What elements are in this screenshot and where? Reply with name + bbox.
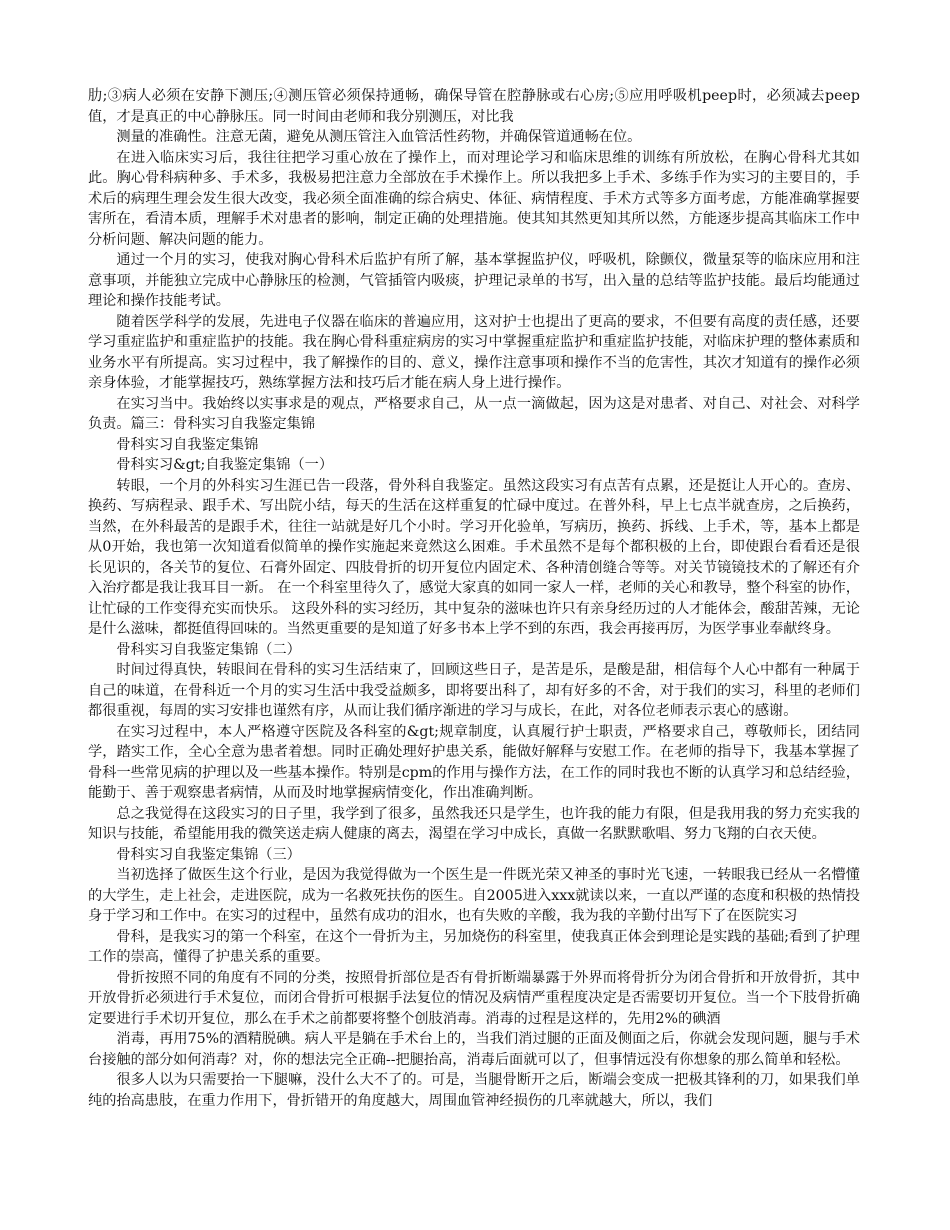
paragraph: 在实习过程中，本人严格遵守医院及各科室的&gt;规章制度，认真履行护士职责，严格要求自己，尊敬师长，团结同学，踏实工作，全心全意为患者着想。同时正确处理好护患关系，能做好解释与安慰工作。在老师的指导下，我基本掌握了骨科一些常见病的护理以及一些基本操作。特别是cpm的作用与操作方法，在工作的同时我也不断的认真学习和总结经验，能勤于、善于观察患者病情，从而及时地掌握病情变化，作出准确判断。 [88,723,860,801]
document-page [88,86,860,1111]
paragraph: 消毒，再用75%的酒精脱碘。病人平是躺在手术台上的，当我们消过腿的正面及侧面之后，你就会发现问题，腿与手术台接触的部分如何消毒？对，你的想法完全正确--把腿抬高，消毒后面就可以了，但事情远没有你想象的那么简单和轻松。 [88,1031,860,1068]
section-heading: 骨科实习自我鉴定集锦（二） [116,641,301,658]
paragraph: 在进入临床实习后，我往往把学习重心放在了操作上，而对理论学习和临床思维的训练有所放松，在胸心骨科尤其如此。胸心骨科病种多、手术多，我极易把注意力全部放在手术操作上。所以我把多上手术、多练手作为实习的主要目的，手术后的病理生理会发生很大改变，我必须全面准确的综合病史、体征、病情程度、手术方式等多方面考虑，方能准确掌握要害所在，看清本质，理解手术对患者的影响，制定正确的处理措施。使其知其然更知其所以然，方能逐步提高其临床工作中分析问题、解决问题的能力。 [88,149,860,248]
paragraph: 随着医学科学的发展，先进电子仪器在临床的普遍应用，这对护士也提出了更高的要求，不但要有高度的责任感，还要学习重症监护和重症监护的技能。我在胸心骨科重症病房的实习中掌握重症监护和重症监护技能，对临床护理的整体素质和业务水平有所提高。实习过程中，我了解操作的目的、意义，操作注意事项和操作不当的危害性，其次才知道有的操作必须亲身体验，才能掌握技巧，熟练掌握方法和技巧后才能在病人身上进行操作。 [88,313,860,391]
paragraph: 时间过得真快，转眼间在骨科的实习生活结束了，回顾这些日子，是苦是乐，是酸是甜，相信每个人心中都有一种属于自己的味道，在骨科近一个月的实习生活中我受益颇多，即将要出科了，却有好多的不舍，对于我们的实习，科里的老师们都很重视，每周的实习安排也谨然有序，从而让我们循序渐进的学习与成长，在此，对各位老师表示衷心的感谢。 [88,662,860,719]
section-heading: 骨科实习&gt;自我鉴定集锦（一） [116,457,334,473]
paragraph: 骨折按照不同的角度有不同的分类，按照骨折部位是否有骨折断端暴露于外界而将骨折分为闭合骨折和开放骨折，其中开放骨折必须进行手术复位，而闭合骨折可根据手法复位的情况及病情严重程度决定是否需要切开复位。当一个下肢骨折确定要进行手术切开复位，那么在手术之前都要将整个创肢消毒。消毒的过程是这样的，先用2%的碘酒 [88,969,860,1027]
paragraph: 很多人以为只需要抬一下腿嘛，没什么大不了的。可是，当腿骨断开之后，断端会变成一把极其锋利的刀，如果我们单纯的抬高患肢，在重力作用下，骨折错开的角度越大，周围血管神经损伤的几率就越大，所以，我们 [88,1072,860,1109]
paragraph: 通过一个月的实习，使我对胸心骨科术后监护有所了解，基本掌握监护仪，呼吸机，除颤仪，微量泵等的临床应用和注意事项，并能独立完成中心静脉压的检测，气管插管内吸痰，护理记录单的书写，出入量的总结等监护技能。最后均能通过理论和操作技能考试。 [88,252,860,309]
paragraph: 在实习当中。我始终以实事求是的观点，严格要求自己，从一点一滴做起，因为这是对患者、对自己、对社会、对科学负责。篇三：骨科实习自我鉴定集锦 [88,395,860,432]
paragraph: 测量的准确性。注意无菌，避免从测压管注入血管活性药物，并确保管道通畅在位。 [116,129,642,145]
paragraph: 转眼，一个月的外科实习生涯已告一段落，骨外科自我鉴定。虽然这段实习有点苦有点累，还是挺让人开心的。查房、换药、写病程录、跟手术、写出院小结，每天的生活在这样重复的忙碌中度过。在普外科，早上七点半就查房，之后换药，当然，在外科最苦的是跟手术，往往一站就是好几个小时。学习开化验单，写病历，换药、拆线、上手术，等，基本上都是从0开始，我也第一次知道看似简单的操作实施起来竟然这么困难。手术虽然不是每个都积极的上台，即使跟台看看还是很长见识的，各关节的复位、石膏外固定、四肢骨折的切开复位内固定术、各种清创缝合等等。对关节镜镜技术的了解还有介入治疗都是我让我耳目一新。 在一个科室里待久了，感觉大家真的如同一家人一样，老师的关心和教导，整个科室的协作，让忙碌的工作变得充实而快乐。 这段外科的实习经历，其中复杂的滋味也许只有亲身经历过的人才能体会，酸甜苦辣，无论是什么滋味，都挺值得回味的。当然更重要的是知道了好多书本上学不到的东西，我会再接再厉，为医学事业奉献终身。 [88,477,860,637]
paragraph: 总之我觉得在这段实习的日子里，我学到了很多，虽然我还只是学生，也许我的能力有限，但是我用我的努力充实我的知识与技能，希望能用我的微笑送走病人健康的离去，渴望在学习中成长，真做一名默默歌唱、努力飞翔的白衣天使。 [88,805,860,842]
paragraph: 当初选择了做医生这个行业，是因为我觉得做为一个医生是一件既光荣又神圣的事时光飞速，一转眼我已经从一名懵懂的大学生，走上社会，走进医院，成为一名救死扶伤的医生。自2005进入xxx就读以来，一直以严谨的态度和积极的热情投身于学习和工作中。在实习的过程中，虽然有成功的泪水，也有失败的辛酸，我为我的辛勤付出写下了在医院实习 [88,867,860,924]
paragraph: 肋;③病人必须在安静下测压;④测压管必须保持通畅，确保导管在腔静脉或右心房;⑤应用呼吸机peep时，必须减去peep值，才是真正的中心静脉压。同一时间由老师和我分别测压，对比我 [88,88,860,125]
section-heading: 骨科实习自我鉴定集锦 [116,436,259,453]
section-heading: 骨科实习自我鉴定集锦（三） [116,846,301,863]
paragraph: 骨科，是我实习的第一个科室，在这个一骨折为主，另加烧伤的科室里，使我真正体会到理论是实践的基础;看到了护理工作的崇高，懂得了护患关系的重要。 [88,928,860,965]
